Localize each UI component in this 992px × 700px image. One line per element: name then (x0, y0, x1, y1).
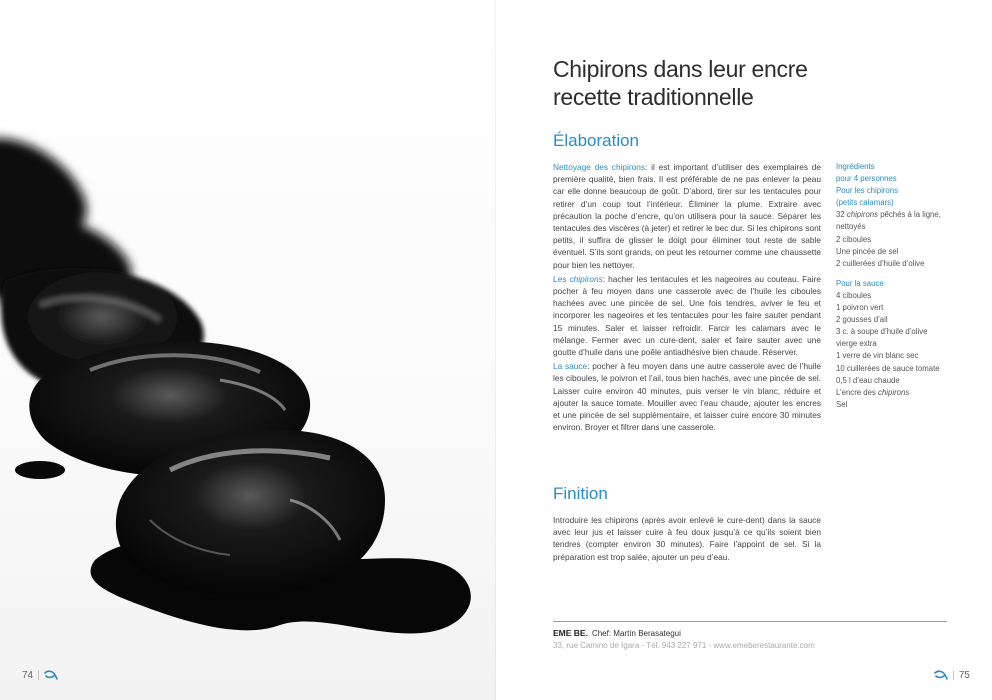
chef-name: Chef: Martín Berasategui (591, 629, 681, 638)
finition-text (553, 514, 821, 565)
recipe-title (553, 55, 853, 111)
group-sauce-title: Pour la sauce (836, 278, 884, 288)
text-sauce: : pocher à feu moyen dans une autre casserole avec de l’huile les ciboules, le poivron et l’ail, tous bien hachés, avec une pincée de sel. Laisser cuire environ 40 minutes, puis verser le vin blanc, réduire et ajouter la sauce tomate. Mouiller avec l’eau chaude, ajouter les encres et une pincée de sel supplémentaire, et laisser cuire encore 30 minutes environ. Broyer et filtrer dans une casserole. (553, 361, 821, 433)
lead-sauce: La sauce (553, 361, 588, 372)
ingredient-italic: chipirons (846, 210, 879, 220)
restaurant-address: 33, rue Camino de Igara - Tél. 943 227 971 - www.emeberestaurante.com (553, 641, 815, 650)
right-page (496, 0, 992, 700)
ingredient-item: vierge extra (836, 339, 877, 349)
ingredient-item: 4 ciboules (836, 290, 872, 300)
ingredient-item (836, 387, 966, 399)
ingredient-item: 2 gousses d’ail (836, 315, 888, 325)
ingredients-heading: Ingrédients (836, 162, 875, 171)
paragraph-sauce (553, 360, 821, 433)
restaurant-name: EME BE. (553, 628, 588, 638)
ingredient-rest: pêchés à la ligne, (878, 210, 941, 220)
text-chipirons: : hacher les tentacules et les nageoires au couteau. Faire pocher à feu moyen dans une casserole avec de l’huile les ciboules hachées avec une pincée de sel. Une fois tendres, aviver le feu et incorporer les nageoires et les tentacules pour les faire sauter pendant 15 minutes. Saler et laisser refroidir. Farcir les calamars avec le mélange. Fermer avec un cure-dent, saler et faire sauter avec une goutte d’huile dans une poêle antiadhésive bien chaude. Réserver. (553, 273, 821, 358)
lead-chipirons-a: Les (553, 273, 570, 284)
group-chipirons-title-b: (petits calamars) (836, 198, 894, 208)
paragraph-cleaning (553, 161, 821, 271)
restaurant-footer (553, 627, 815, 652)
elaboration-heading: Élaboration (553, 131, 640, 150)
lead-cleaning: Nettoyage des chipirons (553, 162, 645, 172)
page-number-text: 75 (958, 670, 970, 681)
ingredient-item: 2 ciboules (836, 234, 872, 244)
ingredient-text: L’encre des (836, 387, 879, 397)
lead-chipirons-b: chipirons (569, 273, 603, 284)
ingredient-italic: chipirons (878, 387, 910, 397)
paragraph-chipirons (553, 273, 821, 358)
ingredient-item: 1 verre de vin blanc sec (836, 351, 919, 361)
page-number-left (22, 670, 58, 681)
page-number-text: 74 (22, 670, 34, 681)
squid-logo-icon (934, 670, 948, 680)
spacer (836, 270, 966, 278)
title-line-2: recette traditionnelle (553, 84, 754, 110)
ingredient-qty: 32 (836, 210, 847, 220)
text-cleaning: : il est important d’utiliser des exemplaires de première qualité, bien frais. Il est préférable de ne pas enlever la peau car elle donne beaucoup de goût. D’abord, tirer sur les tentacules pour retirer d’un coup tout l’intérieur. Éliminer la plume. Extraire avec précaution la poche d’encre, qu’on utilisera pour la sauce. Séparer les tentacules des viscères (à jeter) et retirer le bec dur. Si les chipirons sont petits, il suffira de glisser le doigt pour éliminer tout reste de sable éventuel. S’ils sont grands, on peut les retourner comme une chaussette pour bien les nettoyer. (553, 162, 821, 270)
title-line-1: Chipirons dans leur encre (553, 56, 808, 82)
ingredient-item: 3 c. à soupe d’huile d’olive (836, 327, 928, 337)
separator: | (952, 670, 955, 681)
ingredient-item (836, 209, 966, 221)
squid-logo-icon (44, 670, 58, 680)
servings: pour 4 personnes (836, 174, 897, 184)
ingredient-item: Sel (836, 399, 848, 409)
group-chipirons-title-a: Pour les chipirons (836, 186, 898, 196)
elaboration-text (553, 161, 821, 435)
finition-heading: Finition (553, 484, 608, 503)
footer-divider (553, 621, 947, 622)
ingredients-column (836, 161, 966, 411)
ingredient-item: nettoyés (836, 222, 866, 232)
separator: | (37, 670, 40, 681)
paragraph-finition: Introduire les chipirons (après avoir enlevé le cure-dent) dans la sauce avec leur jus et laisser cuire à feu doux jusqu’à ce qu’ils soient bien tendres (compter environ 30 minutes). Faire l’appoint de sel. Si la préparation est trop salée, ajouter un peu d’eau. (553, 515, 821, 562)
ingredient-item: Une pincée de sel (836, 246, 899, 256)
ingredient-item: 10 cuillerées de sauce tomate (836, 363, 940, 373)
page-number-right (934, 670, 970, 681)
ingredient-item: 1 poivron vert (836, 303, 884, 313)
ingredient-item: 2 cuillerées d’huile d’olive (836, 258, 925, 268)
ingredient-item: 0,5 l d’eau chaude (836, 375, 900, 385)
